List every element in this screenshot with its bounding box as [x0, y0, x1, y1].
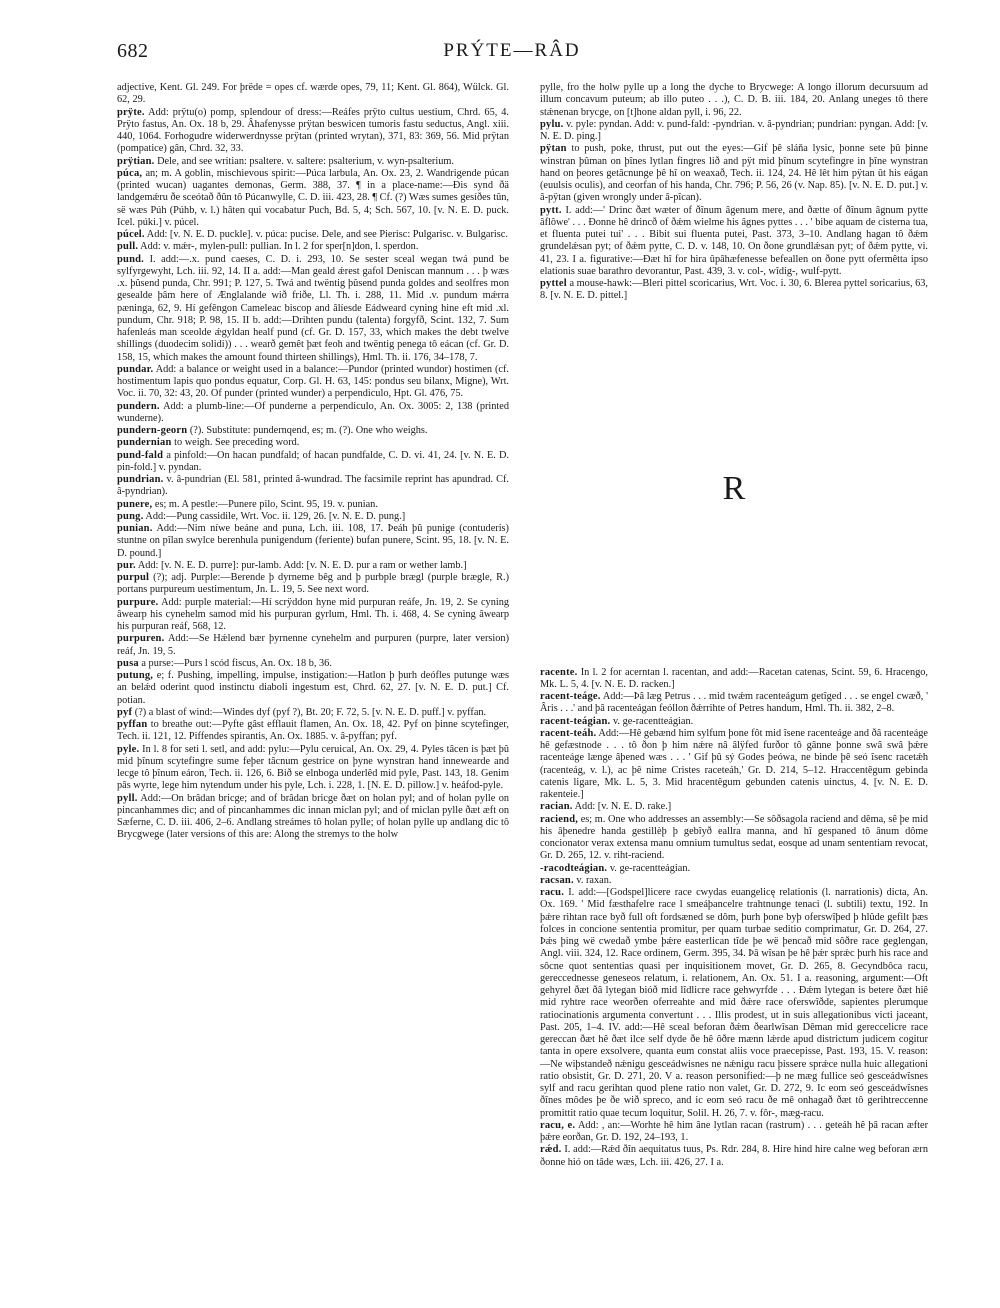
dictionary-entry [117, 474, 509, 499]
entry-headword: putung, [117, 670, 154, 681]
entry-text: v. â-pundrian (El. 581, printed â-wundrad. The facsimile reprint has apundrad. Cf. â-pyndrian). [117, 474, 510, 498]
entry-text: to weigh. See preceding word. [174, 437, 300, 449]
dictionary-entry [117, 633, 509, 658]
dictionary-entry [117, 499, 509, 511]
running-head: PRÝTE—RÂD [443, 40, 581, 61]
dictionary-entry [117, 82, 509, 107]
dictionary-entry [117, 670, 509, 707]
entry-headword: pÿtan [540, 143, 567, 155]
dictionary-entry [540, 691, 928, 716]
entry-text: Add:—Nim níwe beáne and puna, Lch. iii. 108, 17. Þeáh þû punige (contuderis) stuntne on pîlan swylce berenhula punigendum (feriente) bufan punere, Scint. 95, 18. [v. N. E. D. pound.] [117, 523, 509, 559]
entry-text: to breathe out:—Pyfte gâst efflauit flamen, An. Ox. 18, 42. Pyf on þinne scytefinger, Tech. ii. 121, 12. Piffendes spirantis, An. Ox. 1885. v. â-pyffan; pyf. [117, 719, 509, 743]
entry-text: Add:—Þâ læg Petrus . . . mid twǽm racenteágum getîged . . . se engel cwæð, ' Âris . . .' and þâ racenteágan feóllon ðǽrrihte of Petres handum, Hml. Th. ii. 382, 2–8. [540, 691, 928, 715]
section-letter-heading: R [722, 469, 746, 507]
entry-headword: purpure. [117, 596, 159, 608]
entry-headword: racian. [540, 801, 573, 813]
entry-headword: pyffan [117, 719, 148, 730]
entry-headword: pung. [117, 510, 144, 522]
entry-headword: racu. [540, 887, 565, 898]
entry-headword: pyttel [540, 278, 567, 289]
entry-headword: prÿte. [117, 106, 145, 118]
entry-text: Add:—Se Hǽlend bær þyrnenne cynehelm and purpuren (purpre, later version) reáf, Jn. 19, 5. [117, 633, 509, 657]
dictionary-entry [117, 744, 509, 793]
dictionary-entry [117, 572, 509, 597]
entry-text: Add: [v. N. E. D. puckle]. v. púca: pucise. Dele, and see Pierisc: Pulgarisc. v. Bulgarisc. [146, 229, 508, 240]
dictionary-entry [540, 119, 928, 144]
dictionary-entry [117, 254, 509, 364]
dictionary-entry [117, 156, 509, 168]
entry-text: v. pyle: pyndan. Add: v. pund-fald: -pyndrian. v. â-pyndrian; pundrian: pyngan. Add: [v. N. E. D. ping.] [540, 118, 928, 142]
dictionary-entry [117, 719, 509, 744]
dictionary-entry [540, 801, 928, 813]
entry-text: Add: purple material:—Hí scrÿddon hyne mid purpuran reáfe, Jn. 19, 2. Se cyning âwearp his cynehelm samod mid his purpuran gyrlum, Hml. Th. i. 468, 4. Se cyning âwearp his purpuran reáf, 568, 12. [117, 596, 510, 632]
entry-text: Add: [v. N. E. D. purre]: pur-lamb. Add: [v. N. E. D. pur a ram or wether lamb.] [137, 559, 467, 571]
dictionary-entry [117, 401, 509, 426]
dictionary-entry [117, 658, 509, 670]
dictionary-entry [117, 560, 509, 572]
entry-headword: pyll. [117, 792, 138, 804]
entry-headword: pull. [117, 241, 139, 253]
entry-text: (?). Substitute: pundernqend, es; m. (?). One who weighs. [189, 425, 428, 436]
dictionary-entry [117, 793, 509, 842]
dictionary-entry [117, 707, 509, 719]
entry-text: v. ge-racentteágian. [612, 715, 694, 727]
entry-text: I. add:—[Godspel]licere race cwydas euangelicę relationis (l. narrationis) dicta, An. Ox. 169. ' Mid fæsthafelre race l smeáþancelre trahtnunge tenaci (l. subtili) textu, 192. In þǽre rihtan race byð full oft fordsæned se dôm, þurh þone byþ oferswîþed þ hlûde gefilt þæs folces in concione sententia promitur, per quam turbae seditio comprimatur, Gr. D. 264, 27. Þǽs þing wë cwedað ymbe þǽre easterlican tîde þe wë þencað mid sôðre race geglengan, Angl. viii. 324, 12. Race ordinem, Germ. 395, 34. Þâ wîsan þe hê þǽr sprǽc þurh his race and sôcne quot sententias quasi per inquisitionem movet, Gr. D. 265, 8. Gecyndbôca racu, gereccednesse geneseos relatum, i. relationem, An. Ox. 51. I a. reasoning, argument:—Oft gehyrel ðæt ðâ lytegan bióð mid lîdlicre race gehwyrfde . . . Ðǽm lytegan is betere ðæt hiê mid ryhtre race weorðen oferreahte and mid ðǽre race oferswîðde, sapientes plerumque ratiocinationis argumenta convertunt . . . Illis prodest, ut in suis allegationibus victi jaceant, Past. 205, 1–4. IV. add:—Hê sceal beforan ðǽm ðearlwîsan Dêman mid gereccelicre race gereccan ðæt hê ðæt ilce self dyde ðe hê ôðre mænn lǽrde apud districtum judicem cogitur tanta in opere exsolvere, quanta eum constat aliis voce praecepisse, Past. 193, 15. V. reason:—Ne wiþstandeð nǽnigu gesceádwisnes ne nǽnigu racu þissere sprǽce nulla huic allegationi ratio obsistit, Gr. D. 271, 20. V a. reason personified:—þ ne mæg fullice seó gesceádwîsnes sylf and racu gerihtan quod plene ratio non valet, Gr. D. 272, 9. Ic eom seó gesceádwîsnes ðînes môdes þe ðe wið spreco, and ic eom seó racu ðe mê onhagað ðæt tô gerihtreccenne promittit ratio quae tecum loquitur, Solil. H. 26, 7. v. fôr-, mæg-racu. [540, 887, 928, 1119]
entry-headword: punere, [117, 498, 153, 510]
entry-headword: punian. [117, 523, 153, 534]
entry-text: an; m. A goblin, mischievous spirit:—Púca larbula, An. Ox. 23, 2. Wandrigende púcan (printed wucan) uagantes demonas, Germ. 388, 37. ¶ in a place-name:—Đis synd ðä landgemǽru ðe sceótað ðûn tô Púcanwylle, C. D. iii. 423, 28. ¶ Cf. (?) Wæs sumes gesíðes tûn, së wæs Púh (Púhb, v. l.) hâten qui vocabatur Puch, Bd. 5, 4; Sch. 567, 10. [v. N. E. D. puck. Icel. púki.] v. púcel. [117, 167, 510, 228]
dictionary-entry [540, 143, 928, 204]
entry-headword: pyle. [117, 743, 140, 755]
page-number: 682 [117, 40, 149, 62]
entry-headword: pusa [117, 657, 139, 669]
right-column-top-entries [540, 82, 928, 303]
dictionary-entry [540, 667, 928, 692]
entry-text: es; m. One who addresses an assembly:—Se sôðsagola raciend and dêma, sê þe mid his âþenedre handa gestillèþ þ gebîyð eallra manna, and hî gespaned tô ânum dôme concionator verax extensa manu omnium tumultus sedat, eosque ad unam sententiam revocat, Gr. D. 265, 12. v. riht-raciend. [540, 813, 928, 862]
entry-text: Add: v. mǽr-, mylen-pull: pullian. In l. 2 for sper[n]don, l. sperdon. [140, 241, 419, 253]
dictionary-entry [117, 450, 509, 475]
entry-headword: pund. [117, 253, 144, 265]
dictionary-entry [540, 205, 928, 279]
right-column-bottom-entries [540, 667, 928, 1169]
dictionary-entry [117, 241, 509, 253]
right-column [540, 82, 928, 1169]
dictionary-entry [540, 82, 928, 119]
entry-headword: rǽd. [540, 1144, 562, 1156]
entry-text: e; f. Pushing, impelling, impulse, instigation:—Hatlon þ þurh deófles putunge wæs an belǽd oderint quod instinctu diaboli ingestum est, Chrd. 62, 27. [v. N. E. D. put.] Cf. potian. [117, 670, 510, 706]
entry-text: Add:—Hê gebænd him sylfum þone fôt mid îsene racenteáge and ðâ racenteáge hê gefæstnode . . . tô ðon þ him nǽre nâ âlÿfed furðor tô gânne þonne swâ swâ þǽre racenteáge længe âþened wæs . . . ' Gif þû sý Godes þeówa, ne binde þê seó îsenc racetǽh (racenteág, v. l.), ac þê nime Cristes raceteáh,' Gr. D. 214, 5–12. Hraccentêgum gebinda catenis ligare, Mk. L. 5, 3. Mid hracentêgum gebunden catenis uinctus, 4. [v. N. E. D. rakenteie.] [540, 727, 928, 800]
entry-headword: purpul [117, 572, 150, 583]
entry-headword: pundernian [117, 437, 172, 449]
entry-text: Add: [v. N. E. D. rake.] [574, 801, 672, 813]
dictionary-entry [540, 863, 928, 875]
left-column [117, 82, 509, 842]
entry-headword: pundrian. [117, 474, 164, 485]
entry-text: Add: a balance or weight used in a balance:—Pundor (printed wundor) hostimen (cf. hostimentum lapis quo pondus equatur, Corp. Gl. H. 63, 145: pondus seu bilanx, Migne), Wrt. Voc. ii. 70, 32: 43, 20. Of punder (printed wunder) a perpendiculo, Hpt. Gl. 476, 75. [117, 363, 509, 400]
entry-text: Dele, and see writian: psaltere. v. saltere: psalterium, v. wyn-psalterium. [157, 155, 454, 167]
dictionary-entry [117, 364, 509, 401]
entry-headword: racent-teáh. [540, 727, 597, 739]
dictionary-entry [540, 716, 928, 728]
entry-text: v. ge-racentteágian. [609, 862, 691, 874]
entry-headword: raciend, [540, 813, 579, 825]
entry-text: Add: , an:—Worhte hê him âne lytlan racan (rastrum) . . . geteáh hê þâ racan æfter þǽre eorðan, Gr. D. 192, 24–193, 1. [540, 1119, 928, 1143]
entry-text: I. add:—' Drinc ðæt wæter of ðînum âgenum mere, and ðætte of ðînum âgnum pytte âflôwe' . . . Ðonne hê drincð of ðǽm wielme his âgnes pyttes . . . ' bibe aquam de cisterna tua, et fluenta putei tui' . . . Bibit sui fluenta putei, Past. 373, 3–10. Andlang hagan tô ðǽm grundelǽsan pyt; of ðǽm pytte, C. D. v. 148, 10. On ðone grundlǽsan pyt; of ðǽm pytte, vi. 41, 23. I a. figurative:—Ðæt hî for hira ûpâhæfenesse befeallen on ðone pytt ofermêtta ipso elationis suae barathro devorantur, Past. 439, 3. v. col-, wîdig-, wulf-pytt. [540, 204, 929, 277]
dictionary-entry [117, 511, 509, 523]
entry-text: adjective, Kent. Gl. 249. For þrëde = opes cf. wærde opes, 79, 11; Kent. Gl. 864), Wülck. Gl. 62, 29. [117, 82, 509, 106]
dictionary-entry [117, 523, 509, 560]
entry-text: In l. 8 for seti l. setl, and add: pylu:—Pylu ceruical, An. Ox. 29, 4. Pyles tâcen is þæt þû mid þînum scytefingre sume feþer tâcnum gestrice on þyne wynstran hand innewearde and lecge tô þînum eáron, Tech. ii. 126, 6. Bið se elnboga underlêd mid pyle, Past. 143, 18. Genim pâs wyrte, lege him nytendum under his pyle, Lch. i. 228, 1. [N. E. D. pillow.] v. heáfod-pyle. [117, 743, 509, 792]
entry-headword: pur. [117, 559, 136, 571]
dictionary-entry [117, 425, 509, 437]
dictionary-entry [117, 437, 509, 449]
dictionary-entry [117, 168, 509, 229]
entry-text: a mouse-hawk:—Bleri pittel scoricarius, Wrt. Voc. i. 30, 6. Blerea pyttel soricarius, 63, 8. [v. N. E. D. pittel.] [540, 278, 928, 302]
entry-text: a purse:—Purs l scód fiscus, An. Ox. 18 b, 36. [141, 657, 332, 669]
entry-headword: -racodteágian. [540, 862, 608, 874]
entry-headword: púca, [117, 167, 143, 179]
entry-text: es; m. A pestle:—Punere pilo, Scint. 95, 19. v. punian. [154, 498, 378, 510]
entry-text: In l. 2 for acerntan l. racentan, and add:—Racetan catenas, Scint. 59, 6. Hracengo, Mk. L. 5, 4. [v. N. E. D. racken.] [540, 666, 929, 690]
entry-text: Add: prÿtu(o) pomp, splendour of dress:—Reáfes prÿto cultus uestium, Chrd. 65, 4. Prÿto fastus, An. Ox. 18 b, 29. Âhafenysse prÿtan beswicen tumoris fastu seductus, Angl. xiii. 440, 1064. Forhogudre widerwerdnysse prÿtan (printed wrytan), 371, 83: 369, 56. Mid prÿtan (pompatice) gân, Chrd. 32, 33. [117, 106, 509, 155]
dictionary-entry [540, 1120, 928, 1145]
entry-text: pylle, fro the holw pylle up a long the dyche to Brycwege: A longo illorum decursuum ad illum concavum puteum; ab illo puteo . . .), C. D. B. iii. 184, 20. Anlang uneges tô there stǽnenan brycge, on [t]hone aldan pyll, i. 96, 22. [540, 82, 928, 118]
entry-text: a pinfold:—On hacan pundfald; of hacan pundfalde, C. D. vi. 41, 24. [v. N. E. D. pin-fold.] v. pyndan. [117, 449, 510, 473]
entry-text: to push, poke, thrust, put out the eyes:—Gif þê sláňa lysic, þonne sete þû þinne winstran þûman on þînes lytlan fingres lið and pÿt mid þînum scytefingre in þîne wynstran hand on þeores getâcnunge þê hî on weaxað, Tech. ii. 124, 24. Hê lêt him pÿtan ût his eágan (euulsis oculis), and ceorfan of his handa, Chr. 796; P. 56, 26 (v. Nap. 85). [v. N. E. D. put.] v. â-pÿtan (given wrongly under â-pîcan). [540, 143, 929, 204]
entry-headword: pyf [117, 706, 133, 718]
entry-headword: pylu. [540, 118, 564, 130]
dictionary-entry [540, 887, 928, 1120]
dictionary-entry [540, 875, 928, 887]
dictionary-entry [117, 229, 509, 241]
dictionary-entry [540, 1144, 928, 1169]
page-header [117, 40, 907, 72]
entry-text: (?) a blast of wind:—Windes dyf (pyf ?), Bt. 20; F. 72, 5. [v. N. E. D. puff.] v. pyffan. [134, 706, 487, 718]
entry-text: I. add:—Rǽd ðîn aequitatus tuus, Ps. Rdr. 284, 8. Hire hind hire calne weg beforan ærn ðonne hió on tâde wæs, Lch. iii. 426, 27. I a. [540, 1144, 929, 1168]
dictionary-entry [117, 107, 509, 156]
entry-headword: pytt. [540, 204, 562, 216]
entry-headword: púcel. [117, 229, 145, 240]
entry-headword: racent-teáge. [540, 691, 601, 702]
entry-headword: racent-teágian. [540, 715, 611, 727]
entry-headword: racu, e. [540, 1119, 576, 1131]
entry-headword: pund-fald [117, 449, 164, 461]
entry-headword: pundern-georn [117, 425, 188, 436]
entry-text: I. add:—.x. pund caeses, C. D. i. 293, 10. Se sester sceal wegan twá pund be sylfyrgewyht, Lch. iii. 92, 14. II a. add:—Man geald ǽrest gafol Deniscan mannum . . . þ wæs .x. þûsend punda, Chr. 991; P. 127, 5. Twá and twëntig þûsend punda goldes and seolfres mon gesealde þâm here of Ænglalande wið friðe, Ll. Th. i. 288, 11. Mid .v. pundum mǽrra pæninga, 62, 9. Hí gefêngon Cameleac biscop and âlíesde Eádweard cyning hine eft mid .xl. pundum, Chr. 918; P. 98, 15. II b. add:—Drihten pundu (talenta) forgyfð, Scint. 132, 7. Sum hafenleás man sceolde ǽgyldan healf pund (cf. Gr. D. 157, 33, which makes the debt twelve shillings (duodecim solidi)) . . . wearð gemêt þæt feoh and twëntig penega tô eácan (cf. Gr. D. 158, 15, which makes the amount found thirteen shillings), Hml. Th. ii. 176, 34–178, 7. [117, 253, 509, 363]
entry-headword: purpuren. [117, 633, 165, 645]
entry-headword: pundar. [117, 363, 154, 375]
dictionary-entry [117, 597, 509, 634]
entry-text: Add:—On brâdan bricge; and of brâdan bricge ðæt on holan pyl; and of holan pylle on pincanhammes dic; and of pincanhammes dic innan miclan pyl; and of miclan pylle ðæt æft on Sæferne, C. D. iii. 406, 2–6. Andlang streámes tô holan pylle; of holan pylle up andlang dic tô Brycgwege (later versions of this are: Along the stremys to the holw [117, 792, 509, 841]
entry-headword: racsan. [540, 874, 574, 886]
entry-text: v. raxan. [576, 874, 612, 886]
entry-text: Add: a plumb-line:—Of punderne a perpendiculo, An. Ox. 3005: 2, 138 (printed wunderne). [117, 400, 509, 424]
entry-text: (?); adj. Purple:—Berende þ dyrneme bêg and þ purbple brægl (purple brægle, R.) portans purpureum uestimentum, Jn. L. 19, 5. See next word. [117, 572, 509, 596]
dictionary-entry [540, 728, 928, 802]
entry-headword: racente. [540, 666, 578, 678]
dictionary-entry [540, 278, 928, 303]
entry-headword: pundern. [117, 400, 160, 412]
entry-text: Add:—Pung cassidile, Wrt. Voc. ii. 129, 26. [v. N. E. D. pung.] [145, 510, 406, 522]
dictionary-entry [540, 814, 928, 863]
entry-headword: prÿtian. [117, 155, 155, 167]
